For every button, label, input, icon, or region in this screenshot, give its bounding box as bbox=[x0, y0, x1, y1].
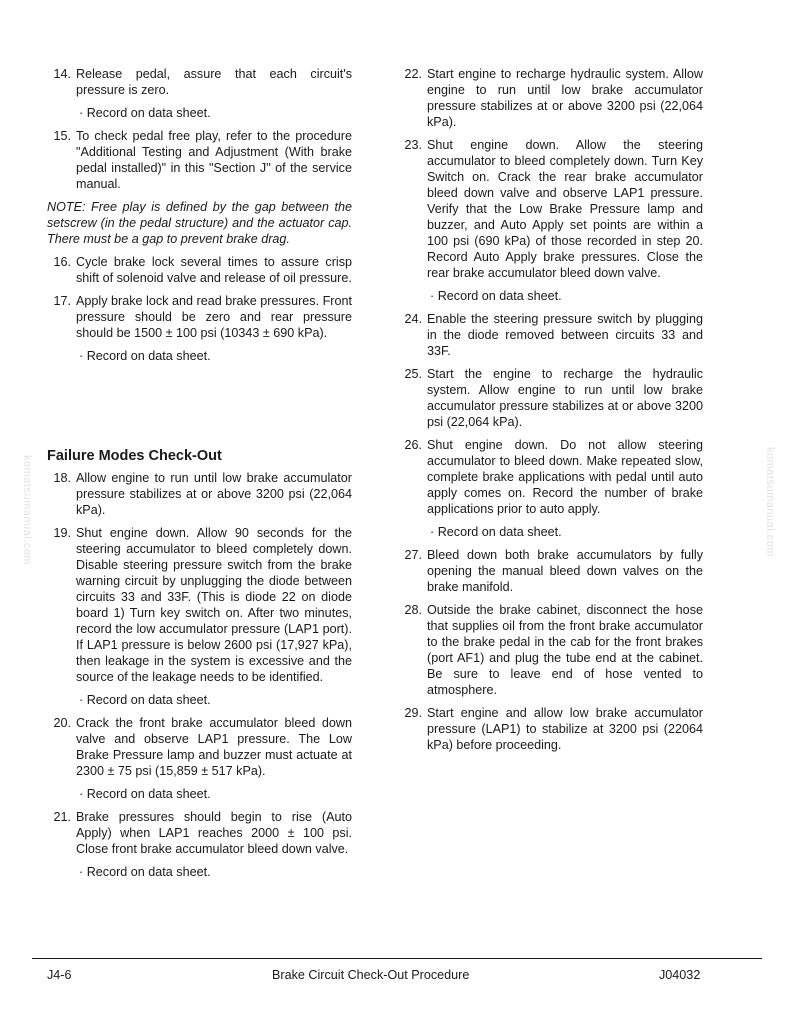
step-number: 28. bbox=[404, 603, 422, 617]
step-number: 17. bbox=[53, 294, 71, 308]
step-22 bbox=[398, 66, 703, 130]
step-number: 14. bbox=[53, 67, 71, 81]
step-text: Cycle brake lock several times to assure crisp shift of solenoid valve and release of oil pressure. bbox=[76, 255, 352, 285]
step-number: 21. bbox=[53, 810, 71, 824]
step-text: Bleed down both brake accumulators by fully opening the manual bleed down valves on the brake manifold. bbox=[427, 548, 703, 594]
step-number: 16. bbox=[53, 255, 71, 269]
step-text: Start engine to recharge hydraulic system. Allow engine to run until low brake accumulator pressure stabilizes at or above 3200 psi (22,064 kPa). bbox=[427, 67, 703, 129]
step-text: Start the engine to recharge the hydraulic system. Allow engine to run until low brake accumulator pressure stabilizes at or above 3200 psi (22,064 kPa). bbox=[427, 367, 703, 429]
step-number: 15. bbox=[53, 129, 71, 143]
watermark-right: komatsumanual.com bbox=[764, 447, 776, 557]
step-18 bbox=[47, 470, 352, 518]
step-number: 19. bbox=[53, 526, 71, 540]
footer-doc-code: J04032 bbox=[659, 968, 701, 982]
step-number: 26. bbox=[404, 438, 422, 452]
step-20 bbox=[47, 715, 352, 779]
step-26 bbox=[398, 437, 703, 517]
step-number: 20. bbox=[53, 716, 71, 730]
step-29 bbox=[398, 705, 703, 753]
step-21 bbox=[47, 809, 352, 857]
step-text: Allow engine to run until low brake accumulator pressure stabilizes at or above 3200 psi (22,064 kPa). bbox=[76, 471, 352, 517]
step-text: Start engine and allow low brake accumulator pressure (LAP1) to stabilize at 3200 psi (22064 kPa) before proceeding. bbox=[427, 706, 703, 752]
step-number: 22. bbox=[404, 67, 422, 81]
left-column bbox=[47, 66, 352, 887]
record-note: · Record on data sheet. bbox=[79, 693, 211, 707]
step-24 bbox=[398, 311, 703, 359]
step-text: Enable the steering pressure switch by plugging in the diode removed between circuits 33 and 33F. bbox=[427, 312, 703, 358]
note-free-play: NOTE: Free play is defined by the gap between the setscrew (in the pedal structure) and the actuator cap. There must be a gap to prevent brake drag. bbox=[47, 200, 352, 246]
step-text: Shut engine down. Allow the steering accumulator to bleed completely down. Turn Key Switch on. Crack the rear brake accumulator bleed down valve and observe LAP1 pressure. Verify that the Low Brake Pressure lamp and buzzer, and Auto Apply set points are within a 100 psi (690 kPa) of those recorded in step 20. Record Auto Apply brake pressures. Close the rear brake accumulator bleed down valve. bbox=[427, 138, 703, 280]
step-17 bbox=[47, 293, 352, 341]
record-note: · Record on data sheet. bbox=[79, 865, 211, 879]
step-23 bbox=[398, 137, 703, 281]
record-note: · Record on data sheet. bbox=[79, 106, 211, 120]
step-text: Shut engine down. Allow 90 seconds for the steering accumulator to bleed completely down. Disable steering pressure switch from the brake warning circuit by unplugging the diode between circuits 33 and 33F. (This is diode 22 on diode board 1) Turn key switch on. After two minutes, record the low accumulator pressure (LAP1 port). If LAP1 pressure is below 2600 psi (17,927 kPa), then leakage in the system is excessive and the source of the leakage needs to be identified. bbox=[76, 526, 352, 684]
step-15 bbox=[47, 128, 352, 192]
record-note: · Record on data sheet. bbox=[430, 525, 562, 539]
step-28 bbox=[398, 602, 703, 698]
right-column bbox=[398, 66, 703, 760]
step-25 bbox=[398, 366, 703, 430]
footer-page-number: J4-6 bbox=[47, 968, 72, 982]
step-number: 27. bbox=[404, 548, 422, 562]
step-16 bbox=[47, 254, 352, 286]
step-text: Outside the brake cabinet, disconnect the hose that supplies oil from the front brake accumulator to the brake pedal in the cab for the front brakes (port AF1) and plug the tube end at the cabinet. Be sure to leave end of hose vented to atmosphere. bbox=[427, 603, 703, 697]
record-note: · Record on data sheet. bbox=[79, 349, 211, 363]
section-heading: Failure Modes Check-Out bbox=[47, 448, 222, 464]
step-14 bbox=[47, 66, 352, 98]
step-text: Release pedal, assure that each circuit's pressure is zero. bbox=[76, 67, 352, 97]
step-19 bbox=[47, 525, 352, 685]
footer-divider bbox=[32, 958, 762, 959]
step-27 bbox=[398, 547, 703, 595]
step-text: Shut engine down. Do not allow steering accumulator to bleed down. Make repeated slow, complete brake applications with pedal until auto apply comes on. Record the number of brake applications prior to auto apply. bbox=[427, 438, 703, 516]
watermark-left: komatsumanual.com bbox=[21, 455, 33, 565]
record-note: · Record on data sheet. bbox=[79, 787, 211, 801]
step-text: Apply brake lock and read brake pressures. Front pressure should be zero and rear pressure should be 1500 ± 100 psi (10343 ± 690 kPa). bbox=[76, 294, 352, 340]
step-number: 25. bbox=[404, 367, 422, 381]
step-text: Crack the front brake accumulator bleed down valve and observe LAP1 pressure. The Low Brake Pressure lamp and buzzer must actuate at 2300 ± 75 psi (15,859 ± 517 kPa). bbox=[76, 716, 352, 778]
step-text: Brake pressures should begin to rise (Auto Apply) when LAP1 reaches 2000 ± 100 psi. Close front brake accumulator bleed down valve. bbox=[76, 810, 352, 856]
record-note: · Record on data sheet. bbox=[430, 289, 562, 303]
step-number: 24. bbox=[404, 312, 422, 326]
step-number: 23. bbox=[404, 138, 422, 152]
footer-title: Brake Circuit Check-Out Procedure bbox=[272, 968, 470, 982]
step-text: To check pedal free play, refer to the procedure "Additional Testing and Adjustment (With brake pedal installed)" in this "Section J" of the service manual. bbox=[76, 129, 352, 191]
step-number: 18. bbox=[53, 471, 71, 485]
step-number: 29. bbox=[404, 706, 422, 720]
